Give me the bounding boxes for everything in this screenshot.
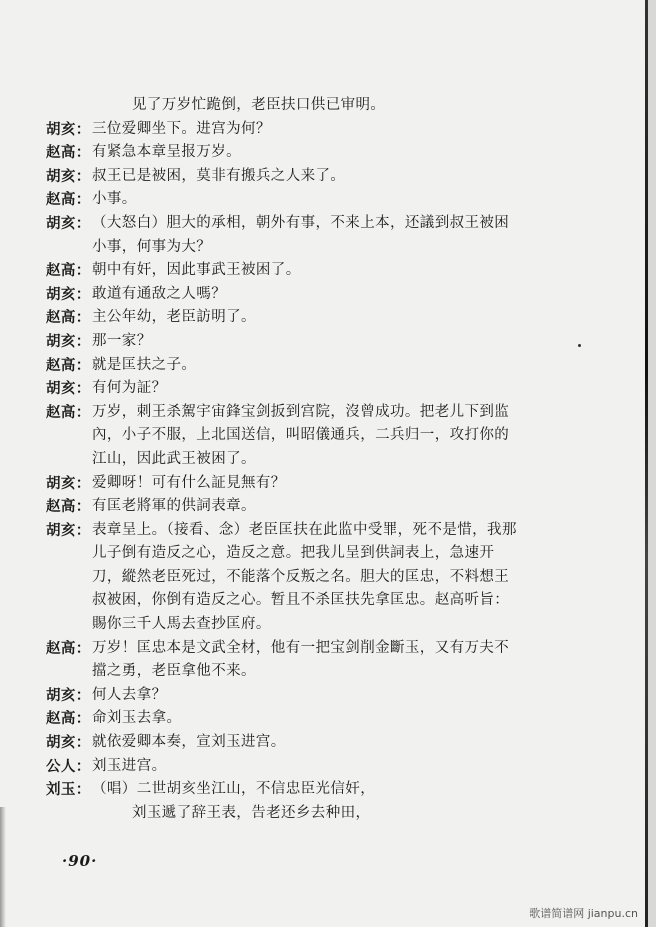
page-edge-shadow — [648, 0, 656, 927]
speaker-name: 赵高： — [46, 639, 91, 657]
dialogue-text: 主公年幼，老臣訪明了。 — [92, 309, 256, 326]
speaker-name: 赵高： — [46, 710, 91, 728]
dialogue-line — [46, 660, 586, 684]
dialogue-line — [46, 141, 586, 165]
dialogue-line — [46, 448, 586, 472]
speaker-name: 胡亥： — [46, 474, 91, 492]
dialogue-line — [46, 731, 586, 755]
watermark: 歌谱简谱网 jianpu.cn — [529, 907, 638, 920]
dialogue-text: （唱）二世胡亥坐江山，不信忠臣光信奸， — [92, 781, 376, 798]
speaker-name: 胡亥： — [46, 167, 91, 185]
speaker-name: 胡亥： — [46, 380, 91, 398]
dialogue-text: 那一家？ — [92, 332, 152, 349]
dialogue-text: 命刘玉去拿。 — [92, 710, 182, 727]
dialogue-text: 內，小子不服，上北国送信，叫昭儀通兵，二兵归一，攻打你的 — [92, 427, 510, 444]
dialogue-text: 有何为証？ — [92, 380, 167, 397]
speaker-name: 胡亥： — [46, 734, 91, 752]
dialogue-line — [46, 707, 586, 731]
binding-edge — [645, 0, 648, 927]
dialogue-text: 叔王已是被困，莫非有搬兵之人来了。 — [92, 167, 346, 184]
page-number: ·90· — [62, 852, 98, 870]
dialogue-line — [46, 684, 586, 708]
speaker-name: 胡亥： — [46, 285, 91, 303]
dialogue-line — [46, 472, 586, 496]
dialogue-text: 三位爱卿坐下。进宫为何？ — [92, 120, 271, 137]
dialogue-line — [46, 283, 586, 307]
dialogue-line — [46, 566, 586, 590]
script-text — [46, 94, 586, 825]
dialogue-line — [46, 236, 586, 260]
dialogue-text: 小事，何事为大？ — [92, 238, 212, 255]
speaker-name: 胡亥： — [46, 332, 91, 350]
dialogue-line — [46, 94, 586, 118]
dialogue-line — [46, 778, 586, 802]
speaker-name: 赵高： — [46, 498, 91, 516]
dialogue-text: 敢道有通敌之人嗎？ — [92, 285, 227, 302]
speaker-name: 赵高： — [46, 309, 91, 327]
dialogue-text: 賜你三千人馬去查抄匡府。 — [92, 616, 271, 633]
speaker-name: 赵高： — [46, 144, 91, 162]
speaker-name: 公人： — [46, 757, 91, 775]
dialogue-text: （大怒白）胆大的承相，朝外有事，不来上本，还議到叔王被困 — [92, 214, 510, 231]
speaker-name: 赵高： — [46, 356, 91, 374]
dialogue-text: 万岁！匡忠本是文武全材，他有一把宝剑削金斷玉，又有万夫不 — [92, 639, 510, 656]
dialogue-text: 儿子倒有造反之心，造反之意。把我儿呈到供詞表上，急速开 — [92, 545, 495, 562]
dialogue-line — [46, 377, 586, 401]
dialogue-text: 表章呈上。（接看、念）老臣匡扶在此监中受罪，死不是惜，我那 — [92, 521, 517, 538]
dialogue-line — [46, 424, 586, 448]
dialogue-text: 有匡老將軍的供詞表章。 — [92, 498, 256, 515]
dialogue-text: 何人去拿？ — [92, 686, 167, 703]
dialogue-text: 朝中有奸，因此事武王被困了。 — [92, 262, 301, 279]
dialogue-line — [46, 637, 586, 661]
speaker-name: 赵高： — [46, 403, 91, 421]
dialogue-line — [46, 401, 586, 425]
dialogue-text: 擋之勇，老臣拿他不来。 — [92, 663, 256, 680]
dialogue-line — [46, 802, 586, 826]
dialogue-text: 刀，縱然老臣死过，不能落个反叛之名。胆大的匡忠，不料想王 — [92, 568, 510, 585]
dialogue-text: 江山，因此武王被困了。 — [92, 450, 256, 467]
dialogue-text: 有紧急本章呈报万岁。 — [92, 144, 241, 161]
dialogue-line — [46, 212, 586, 236]
dialogue-line — [46, 495, 586, 519]
dialogue-text: 刘玉进宫。 — [92, 757, 167, 774]
speaker-name: 赵高： — [46, 262, 91, 280]
dialogue-line — [46, 519, 586, 543]
speaker-name: 胡亥： — [46, 120, 91, 138]
dialogue-line — [46, 542, 586, 566]
dialogue-text: 就是匡扶之子。 — [92, 356, 197, 373]
speaker-name: 胡亥： — [46, 686, 91, 704]
dialogue-line — [46, 330, 586, 354]
dialogue-text: 见了万岁忙跪倒，老臣扶口供已审明。 — [132, 97, 386, 113]
dialogue-line — [46, 118, 586, 142]
dialogue-line — [46, 613, 586, 637]
dialogue-line — [46, 589, 586, 613]
dialogue-text: 刘玉遞了辞王表，告老还乡去种田， — [132, 804, 371, 821]
speaker-name: 胡亥： — [46, 214, 91, 232]
speaker-name: 刘玉： — [46, 781, 91, 799]
dialogue-text: 爱卿呀！可有什么証見無有？ — [92, 474, 286, 491]
dialogue-text: 就依爱卿本奏，宣刘玉进宫。 — [92, 734, 286, 751]
dialogue-text: 小事。 — [92, 191, 137, 208]
dialogue-line — [46, 354, 586, 378]
page-corner-shadow — [0, 807, 6, 927]
dialogue-line — [46, 259, 586, 283]
dialogue-line — [46, 306, 586, 330]
speaker-name: 赵高： — [46, 191, 91, 209]
dialogue-line — [46, 188, 586, 212]
speaker-name: 胡亥： — [46, 521, 91, 539]
dialogue-text: 万岁，刺王杀駕宇宙鋒宝剑扳到宫院，沒曾成功。把老儿下到监 — [92, 403, 510, 420]
dialogue-line — [46, 165, 586, 189]
dialogue-text: 叔被困，你倒有造反之心。暂且不杀匡扶先拿匡忠。赵高听旨： — [92, 592, 510, 609]
dialogue-line — [46, 755, 586, 779]
